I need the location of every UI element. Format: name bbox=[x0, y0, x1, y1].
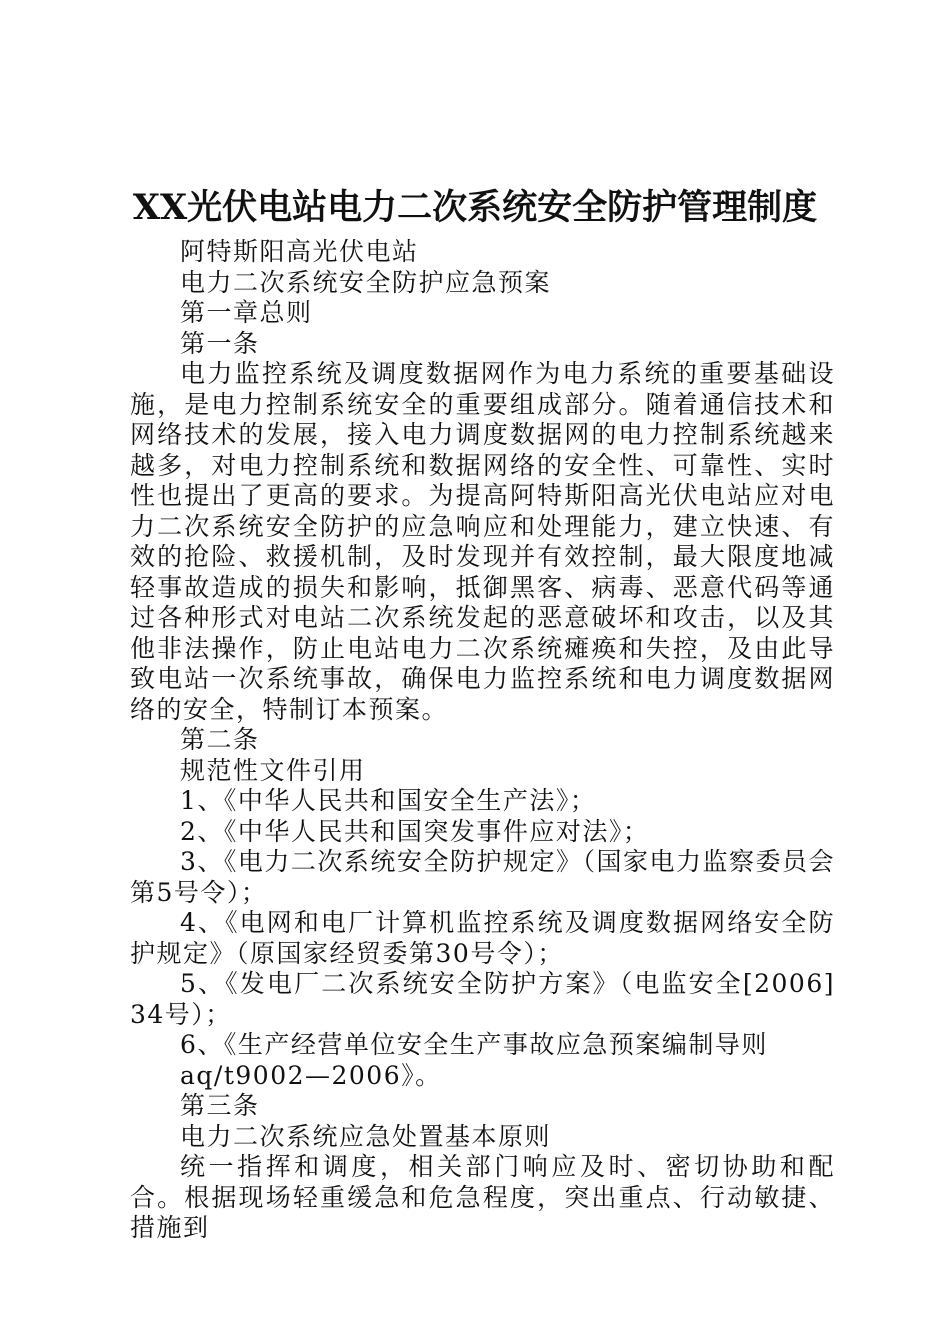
reference-item: 1、《中华人民共和国安全生产法》； bbox=[180, 786, 597, 815]
paragraph-purpose: 电力监控系统及调度数据网作为电力系统的重要基础设施，是电力控制系统安全的重要组成部分。随着通信技术和网络技术的发展，接入电力调度数据网的电力控制系统越来越多，对电力控制系统和数据网络的安全性、可靠性、实时性也提出了更高的要求。为提高阿特斯阳高光伏电站应对电力二次系统安全防护的应急响应和处理能力，建立快速、有效的抢险、救援机制，及时发现并有效控制，最大限度地减轻事故造成的损失和影响，抵御黑客、病毒、恶意代码等通过各种形式对电站二次系统发起的恶意破坏和攻击，以及其他非法操作，防止电站电力二次系统瘫痪和失控，及由此导致电站一次系统事故，确保电力监控系统和电力调度数据网络的安全，特制订本预案。 bbox=[130, 359, 835, 724]
document-title: XX光伏电站电力二次系统安全防护管理制度 bbox=[132, 187, 818, 228]
paragraph-principles: 统一指挥和调度，相关部门响应及时、密切协助和配合。根据现场轻重缓急和危急程度，突出重点、行动敏捷、措施到 bbox=[130, 1152, 835, 1242]
reference-item: 4、《电网和电厂计算机监控系统及调度数据网络安全防护规定》（原国家经贸委第30号令）； bbox=[130, 908, 835, 968]
reference-item: 3、《电力二次系统安全防护规定》（国家电力监察委员会第5号令）； bbox=[130, 847, 835, 907]
paragraph-plan-name: 电力二次系统安全防护应急预案 bbox=[180, 267, 552, 297]
paragraph-station-name: 阿特斯阳高光伏电站 bbox=[180, 237, 419, 266]
document-body bbox=[130, 237, 835, 1244]
article-heading-2: 第二条 bbox=[180, 725, 260, 754]
reference-item: 6、《生产经营单位安全生产事故应急预案编制导则 bbox=[180, 1030, 768, 1059]
section-heading-principles: 电力二次系统应急处置基本原则 bbox=[180, 1121, 552, 1151]
section-heading-references: 规范性文件引用 bbox=[180, 755, 366, 785]
reference-item-continued: aq/t9002—2006》。 bbox=[180, 1060, 442, 1090]
article-heading-3: 第三条 bbox=[180, 1091, 260, 1120]
article-heading-1: 第一条 bbox=[180, 328, 260, 358]
reference-item: 5、《发电厂二次系统安全防护方案》（电监安全[2006]34号）； bbox=[130, 969, 835, 1029]
reference-item: 2、《中华人民共和国突发事件应对法》； bbox=[180, 816, 650, 846]
chapter-heading: 第一章总则 bbox=[180, 298, 313, 327]
